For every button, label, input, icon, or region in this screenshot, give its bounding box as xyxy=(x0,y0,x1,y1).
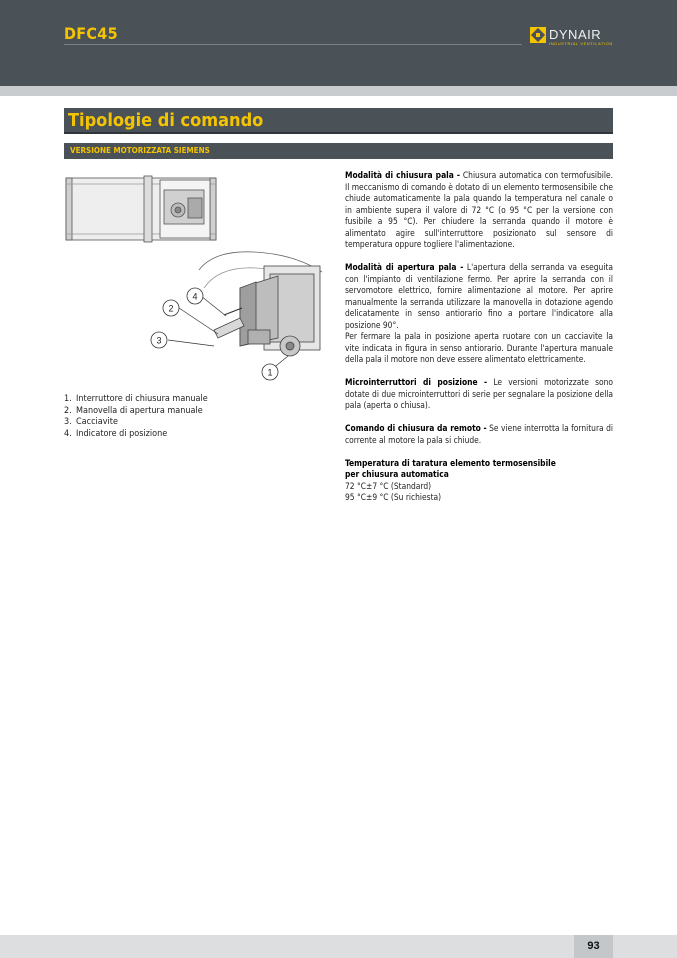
callout-2 xyxy=(163,300,179,316)
svg-text:1: 1 xyxy=(267,367,273,378)
temperature-on-request: 95 °C±9 °C (Su richiesta) xyxy=(345,492,442,502)
callout-3 xyxy=(151,332,167,348)
opening-mode-paragraph-2: Per fermare la pala in posizione aperta ruotare con un cacciavite la vite indicata in figura in senso antiorario. Durante l'apertura manuale della pala il motore non deve essere alimentato elettricamente. xyxy=(345,331,613,364)
section-title: Tipologie di comando xyxy=(68,110,264,131)
callout-4 xyxy=(187,288,203,304)
opening-mode-paragraph: Modalità di apertura pala - L'apertura della serranda va eseguita con l'impianto di ventilazione fermo. Per aprire la serranda con il servomotore elettrico, fornire alimentazione al motore. Per aprire manualmente la serranda utilizzare la manovella in dotazione agendo delicatamente in senso antiorario fino a portare l'indicatore alla posizione 90°. xyxy=(345,262,613,330)
closing-mode-paragraph: Modalità di chiusura pala - Chiusura automatica con termofusibile. Il meccanismo di comando è dotato di un elemento termosensibile che chiude automaticamente la pala quando la temperatura nel canale o in ambiente supera il valore di 72 °C (o 95 °C per la versione con fusibile a 95 °C). Per chiudere la serranda quando il motore è alimentato agire sull'interruttore posizionato sul sensore di temperatura oppure togliere l'alimentazione. xyxy=(345,170,613,249)
legend-item: 3. Cacciavite xyxy=(64,417,118,427)
figure-legend xyxy=(64,394,324,440)
legend-item: 2. Manovella di apertura manuale xyxy=(64,405,203,416)
legend-item: 1. Interruttore di chiusura manuale xyxy=(64,394,208,404)
temperature-title: Temperatura di taratura elemento termosensibile xyxy=(345,457,556,468)
header-rule xyxy=(64,44,522,45)
callout-1 xyxy=(262,364,278,380)
header-strip xyxy=(0,86,677,96)
legend-item: 4. Indicatore di posizione xyxy=(64,428,168,439)
svg-text:3: 3 xyxy=(156,335,162,346)
logo-subtitle: INDUSTRIAL VENTILATION xyxy=(549,41,613,46)
svg-text:4: 4 xyxy=(192,291,198,302)
logo-mark-icon xyxy=(530,27,546,43)
svg-text:2: 2 xyxy=(168,303,174,314)
mechanism-detail-view xyxy=(199,252,322,356)
remote-closing-paragraph: Comando di chiusura da remoto - Se viene interrotta la fornitura di corrente al motore la pala si chiude. xyxy=(345,423,614,445)
damper-figure xyxy=(64,170,330,394)
temperature-title-2: per chiusura automatica xyxy=(345,469,449,479)
model-code: DFC45 xyxy=(64,24,118,43)
section-title-bar xyxy=(64,108,613,134)
microswitch-paragraph: Microinterruttori di posizione - Le versioni motorizzate sono dotate di due microinterruttori di serie per segnalare la posizione della pala (aperta o chiusa). xyxy=(345,377,613,410)
subsection-title: VERSIONE MOTORIZZATA SIEMENS xyxy=(70,146,210,155)
page-number: 93 xyxy=(587,940,600,952)
page-number-box xyxy=(574,935,613,958)
damper-side-view xyxy=(66,176,216,242)
description-column xyxy=(345,170,613,504)
subsection-bar xyxy=(64,143,613,159)
temperature-block xyxy=(345,458,613,504)
temperature-standard: 72 °C±7 °C (Standard) xyxy=(345,480,432,491)
logo-text: DYNAIR xyxy=(549,27,602,42)
